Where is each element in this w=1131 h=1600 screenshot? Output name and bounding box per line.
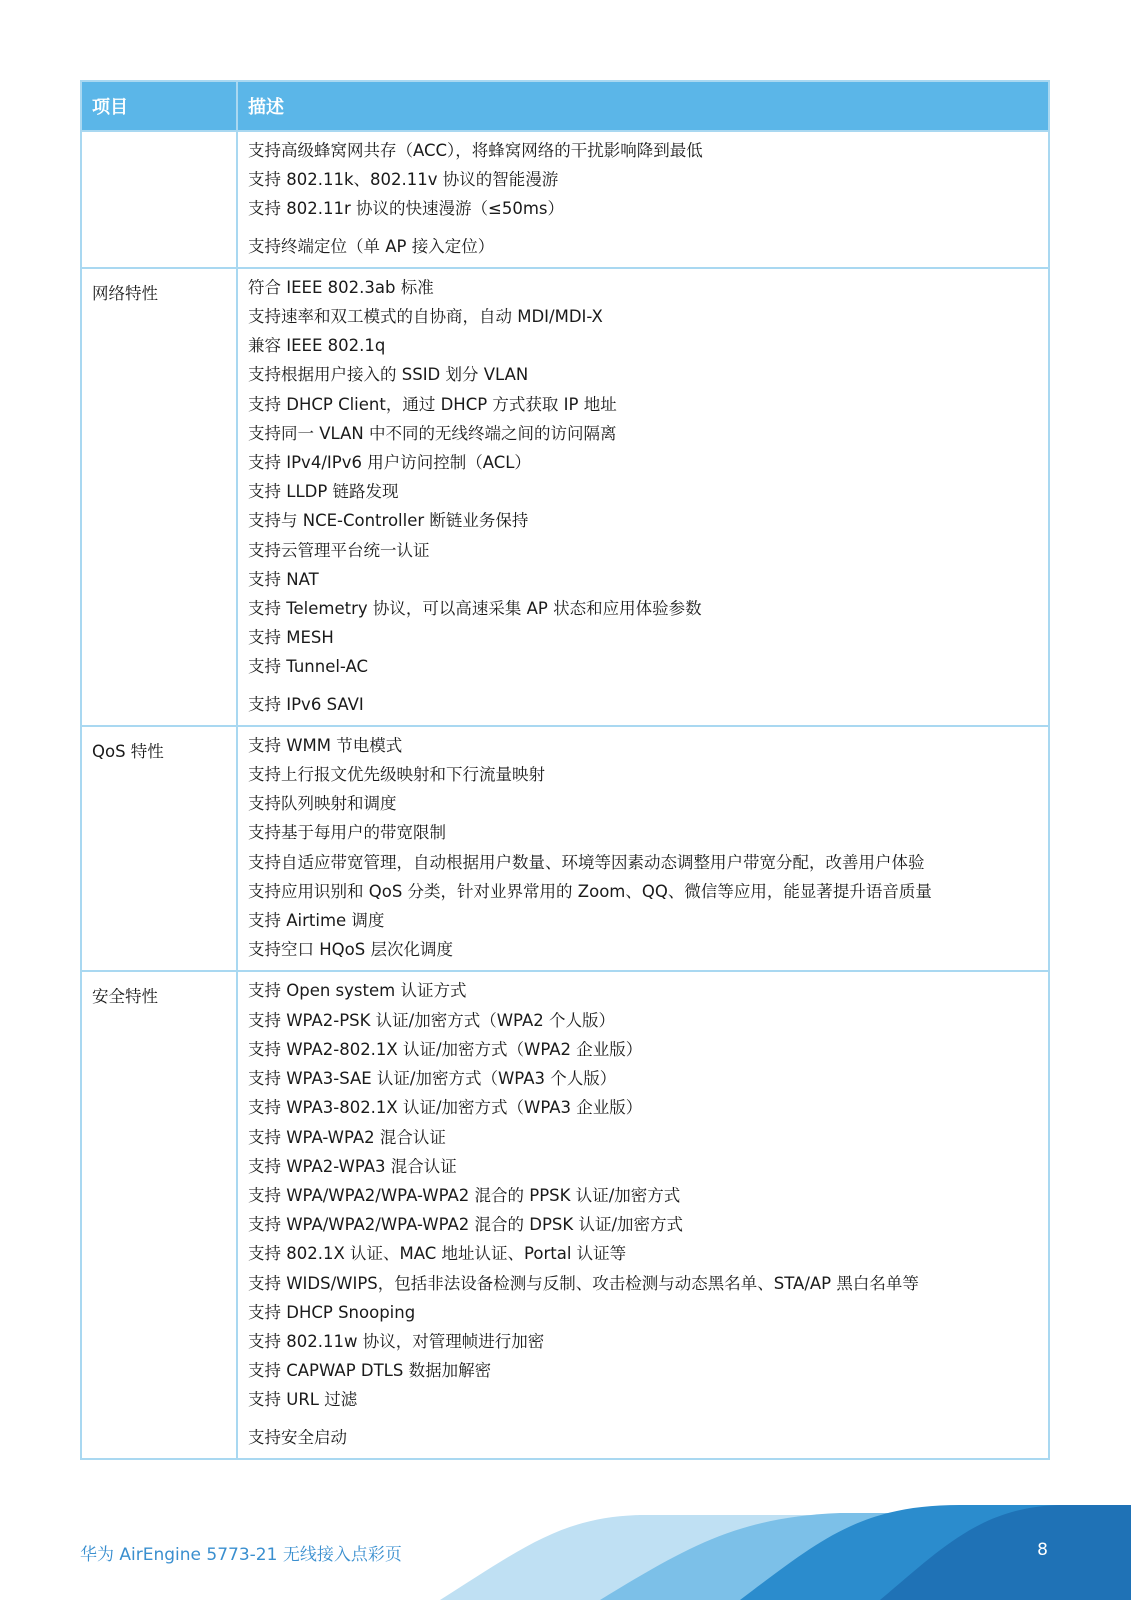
desc-list bbox=[248, 727, 1038, 971]
desc-item: 支持 Airtime 调度 bbox=[248, 911, 385, 931]
row-desc-cell bbox=[237, 726, 1049, 972]
page-footer bbox=[0, 1505, 1131, 1600]
desc-item: 支持空口 HQoS 层次化调度 bbox=[248, 940, 453, 960]
desc-item: 支持 WPA2-802.1X 认证/加密方式（WPA2 企业版） bbox=[248, 1039, 643, 1059]
desc-item: 支持 WPA3-802.1X 认证/加密方式（WPA3 企业版） bbox=[248, 1098, 643, 1118]
desc-item: 支持 LLDP 链路发现 bbox=[248, 482, 399, 502]
desc-item: 支持 Open system 认证方式 bbox=[248, 981, 467, 1001]
desc-item: 符合 IEEE 802.3ab 标准 bbox=[248, 277, 434, 297]
desc-item: 支持安全启动 bbox=[248, 1427, 347, 1447]
table-row bbox=[81, 971, 1049, 1458]
row-item-cell bbox=[81, 726, 237, 972]
desc-item: 支持 WIDS/WIPS，包括非法设备检测与反制、攻击检测与动态黑名单、STA/AP 黑白名单等 bbox=[248, 1273, 919, 1293]
desc-item: 支持队列映射和调度 bbox=[248, 794, 397, 814]
desc-item: 支持 Tunnel-AC bbox=[248, 657, 369, 677]
desc-list bbox=[248, 972, 1038, 1457]
spec-table bbox=[80, 80, 1050, 1460]
desc-item: 支持 Telemetry 协议，可以高速采集 AP 状态和应用体验参数 bbox=[248, 599, 702, 619]
desc-item: 支持 WPA2-PSK 认证/加密方式（WPA2 个人版） bbox=[248, 1010, 615, 1030]
table-row bbox=[81, 131, 1049, 268]
desc-item: 支持 IPv6 SAVI bbox=[248, 694, 364, 714]
desc-item: 支持终端定位（单 AP 接入定位） bbox=[248, 236, 495, 256]
desc-item: 支持自适应带宽管理，自动根据用户数量、环境等因素动态调整用户带宽分配，改善用户体验 bbox=[248, 852, 925, 872]
table-header-row bbox=[81, 81, 1049, 131]
desc-item: 支持根据用户接入的 SSID 划分 VLAN bbox=[248, 365, 529, 385]
desc-item: 支持 802.11w 协议，对管理帧进行加密 bbox=[248, 1331, 545, 1351]
row-item-label: QoS 特性 bbox=[92, 741, 164, 761]
desc-item: 支持 802.1X 认证、MAC 地址认证、Portal 认证等 bbox=[248, 1244, 627, 1264]
desc-item: 支持 802.11r 协议的快速漫游（≤50ms） bbox=[248, 199, 564, 219]
row-item-label bbox=[92, 132, 226, 142]
desc-item: 支持 MESH bbox=[248, 628, 334, 648]
desc-item: 支持 WPA2-WPA3 混合认证 bbox=[248, 1156, 457, 1176]
row-desc-cell bbox=[237, 131, 1049, 268]
desc-item: 支持上行报文优先级映射和下行流量映射 bbox=[248, 765, 545, 785]
desc-item: 支持应用识别和 QoS 分类，针对业界常用的 Zoom、QQ、微信等应用，能显著提升语音质量 bbox=[248, 881, 932, 901]
desc-item: 支持 IPv4/IPv6 用户访问控制（ACL） bbox=[248, 453, 531, 473]
header-desc: 描述 bbox=[237, 81, 1049, 131]
footer-title: 华为 AirEngine 5773-21 无线接入点彩页 bbox=[80, 1545, 402, 1565]
desc-list bbox=[248, 132, 1038, 267]
desc-item: 支持高级蜂窝网共存（ACC），将蜂窝网络的干扰影响降到最低 bbox=[248, 141, 703, 160]
desc-item: 兼容 IEEE 802.1q bbox=[248, 336, 386, 356]
desc-item: 支持 NAT bbox=[248, 569, 319, 589]
table-body bbox=[81, 131, 1049, 1459]
desc-item: 支持 WPA/WPA2/WPA-WPA2 混合的 PPSK 认证/加密方式 bbox=[248, 1185, 681, 1205]
row-desc-cell bbox=[237, 268, 1049, 726]
row-desc-cell bbox=[237, 971, 1049, 1458]
row-item-label: 网络特性 bbox=[92, 283, 158, 303]
row-item-label: 安全特性 bbox=[92, 987, 158, 1007]
desc-item: 支持 WPA/WPA2/WPA-WPA2 混合的 DPSK 认证/加密方式 bbox=[248, 1215, 684, 1235]
row-item-cell bbox=[81, 971, 237, 1458]
desc-item: 支持 WPA-WPA2 混合认证 bbox=[248, 1127, 446, 1147]
desc-item: 支持 WPA3-SAE 认证/加密方式（WPA3 个人版） bbox=[248, 1069, 617, 1089]
desc-item: 支持 DHCP Snooping bbox=[248, 1302, 416, 1322]
table-row bbox=[81, 268, 1049, 726]
desc-item: 支持 CAPWAP DTLS 数据加解密 bbox=[248, 1361, 492, 1381]
desc-item: 支持基于每用户的带宽限制 bbox=[248, 823, 446, 843]
page-number: 8 bbox=[1037, 1540, 1048, 1560]
row-item-cell bbox=[81, 131, 237, 268]
desc-item: 支持与 NCE-Controller 断链业务保持 bbox=[248, 511, 529, 531]
table-row bbox=[81, 726, 1049, 972]
desc-item: 支持 WMM 节电模式 bbox=[248, 735, 403, 755]
header-item: 项目 bbox=[81, 81, 237, 131]
desc-item: 支持云管理平台统一认证 bbox=[248, 540, 430, 560]
desc-item: 支持 802.11k、802.11v 协议的智能漫游 bbox=[248, 170, 559, 190]
desc-list bbox=[248, 269, 1038, 725]
desc-item: 支持 DHCP Client，通过 DHCP 方式获取 IP 地址 bbox=[248, 394, 617, 414]
desc-item: 支持 URL 过滤 bbox=[248, 1390, 358, 1410]
row-item-cell bbox=[81, 268, 237, 726]
desc-item: 支持速率和双工模式的自协商，自动 MDI/MDI-X bbox=[248, 307, 603, 327]
desc-item: 支持同一 VLAN 中不同的无线终端之间的访问隔离 bbox=[248, 423, 617, 443]
